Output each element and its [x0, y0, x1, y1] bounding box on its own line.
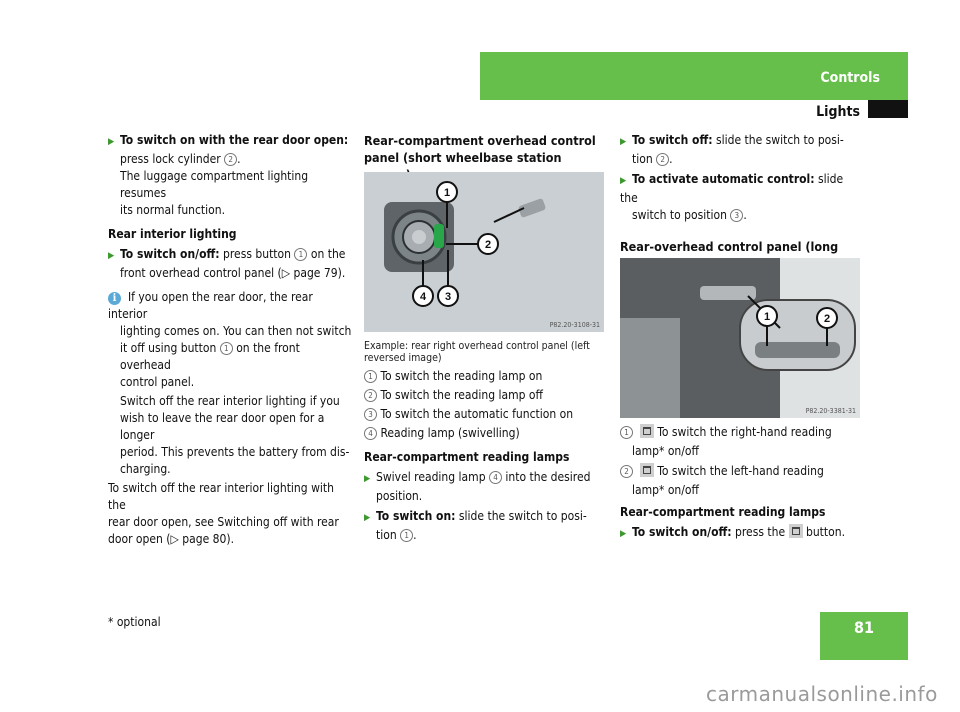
info-note: i If you open the rear door, the rear interior lighting comes on. You can then not switch it off using button 1 on the front overhead control panel. Switch off the rear interior lighting if you wish to leave the rear door open for a longer period. This prevents the battery from dis- charging.	[108, 290, 352, 476]
section-heading: Rear-compartment reading lamps	[364, 450, 570, 464]
bullet-arrow-icon: ▶	[364, 513, 371, 523]
step-swivel: ▶ Swivel reading lamp 4 into the desired position.	[364, 470, 591, 503]
panel-illustration	[620, 258, 860, 418]
svg-text:2: 2	[823, 313, 831, 325]
svg-text:1: 1	[763, 311, 771, 323]
callout-1-icon: 1	[294, 248, 307, 261]
callout-1-icon: 1	[220, 342, 233, 355]
bullet-arrow-icon: ▶	[364, 474, 371, 484]
column-3-lower	[620, 424, 860, 543]
paragraph: To switch off the rear interior lighting with the rear door open, see Switching off with rear door open (▷ page 80).	[108, 481, 339, 546]
step-switch-on: ▶ To switch on: slide the switch to posi- tion 1 .	[364, 509, 587, 542]
panel-illustration	[364, 172, 604, 332]
callout-1-icon: 1	[620, 426, 633, 439]
page-number: 81	[853, 618, 875, 637]
callout-4-icon: 4	[489, 471, 502, 484]
header-tab	[868, 100, 908, 118]
info-icon: i	[108, 292, 121, 305]
reading-lamp-button-icon	[640, 463, 654, 477]
bullet-arrow-icon: ▶	[620, 137, 627, 147]
legend-item: 1 To switch the reading lamp on	[364, 368, 604, 385]
column-3	[620, 132, 860, 275]
section-heading: Rear-compartment overhead control panel (short wheelbase station	[364, 132, 604, 186]
image-caption: Example: rear right overhead control panel (left reversed image)	[364, 340, 590, 364]
bullet-arrow-icon: ▶	[108, 137, 115, 147]
legend-list	[364, 368, 604, 442]
bullet-arrow-icon: ▶	[620, 529, 627, 539]
section-heading: Rear-overhead control panel (long	[620, 238, 860, 275]
callout-3-icon: 3	[730, 209, 743, 222]
page-title: Lights	[816, 104, 860, 120]
legend-item: 2 To switch the left-hand reading lamp* on/off	[620, 463, 860, 499]
legend-item: 4 Reading lamp (swivelling)	[364, 425, 604, 442]
section-heading: Rear interior lighting	[108, 227, 237, 241]
svg-text:2: 2	[484, 239, 492, 251]
legend-item: 3 To switch the automatic function on	[364, 406, 604, 423]
column-2-lower	[364, 340, 604, 544]
overhead-panel-photo	[364, 172, 604, 332]
watermark: carmanualsonline.info	[706, 682, 938, 706]
svg-text:3: 3	[444, 291, 452, 303]
reading-lamp-button-icon	[640, 424, 654, 438]
callout-2-icon: 2	[620, 465, 633, 478]
section-heading: Rear-compartment reading lamps	[620, 505, 826, 519]
bullet-arrow-icon: ▶	[108, 251, 115, 261]
legend-item: 2 To switch the reading lamp off	[364, 387, 604, 404]
callout-2-icon: 2	[656, 153, 669, 166]
svg-text:4: 4	[419, 291, 427, 303]
section-title: Controls	[820, 70, 880, 86]
step-switch-off: ▶ To switch off: slide the switch to posi- tion 2 .	[620, 133, 844, 166]
reading-lamp-button-icon	[789, 524, 803, 538]
legend-item: 1 To switch the right-hand reading lamp* on/off	[620, 424, 860, 460]
step-switch-on-off: ▶ To switch on/off: press button 1 on the	[108, 246, 354, 265]
image-code: P82.20-3381-31	[805, 407, 856, 415]
bullet-arrow-icon: ▶	[620, 176, 627, 186]
callout-1-icon: 1	[400, 529, 413, 542]
step-auto-control: ▶ To activate automatic control: slide the switch to position 3 .	[620, 172, 844, 222]
callout-2-icon: 2	[224, 153, 237, 166]
column-1: ▶ To switch on with the rear door open: press lock cylinder 2 . The luggage compartment lighting resumes its normal function. Rear interior lighting ▶ To switch on/off: press button 1 on the front overhead control panel (▷ page 79). i If you open the rear door, the rear interior lighting comes on. You can then not switch it off using button 1 on the front overhead control panel. Switch off the rear interior lighting if you wish to leave the rear door open for a longer period. This prevents the battery from dis- charging. To switch off the rear interior lighting with the rear door open, see Switching off with rear door open (▷ page 80).	[108, 132, 354, 548]
step-switch-on-off: ▶ To switch on/off: press the button.	[620, 524, 860, 543]
footnote: * optional	[108, 615, 161, 629]
image-code: P82.20-3108-31	[549, 321, 600, 329]
step-rear-door: ▶ To switch on with the rear door open:	[108, 132, 354, 151]
long-wheelbase-panel-photo	[620, 258, 860, 418]
svg-text:1: 1	[443, 187, 451, 199]
